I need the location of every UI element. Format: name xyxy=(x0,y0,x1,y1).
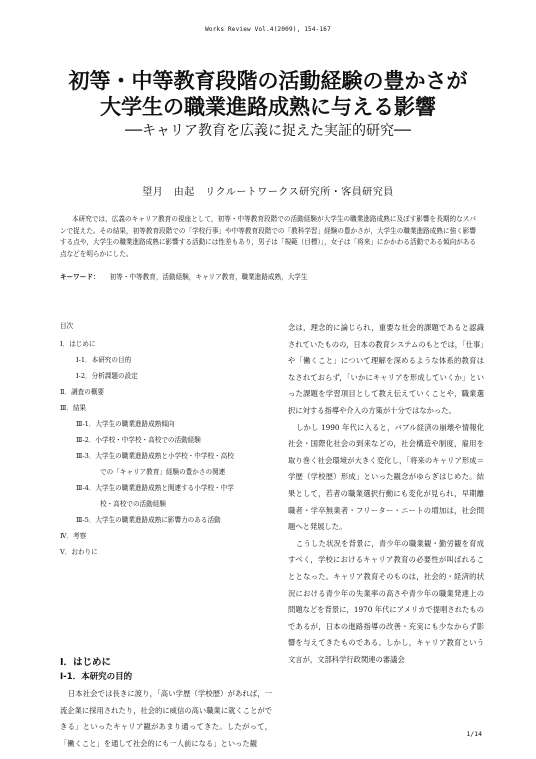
toc-item: Ⅳ．考察 xyxy=(60,532,87,540)
keywords-text: 初等・中等教育，活動経験，キャリア教育，職業進路成熟，大学生 xyxy=(109,273,308,281)
toc-item: での「キャリア教育」経験の豊かさの関連 xyxy=(100,468,226,476)
toc-item: Ⅰ-1．本研究の目的 xyxy=(76,356,132,364)
toc-item: Ⅲ-3．大学生の職業進路成熟と小学校・中学校・高校 xyxy=(76,452,234,460)
journal-header: Works Review Vol.4(2009), 154-167 xyxy=(205,26,331,33)
subsection-heading: Ⅰ-1．本研究の目的 xyxy=(60,672,133,682)
toc-item: 校・高校での活動経験 xyxy=(100,500,166,508)
toc-item: Ⅲ-2．小学校・中学校・高校での活動経験 xyxy=(76,436,201,444)
right-paragraph: 念は，理念的に論じられ，重要な社会的課題であると認識されていたものの，日本の教育システムのもとでは，「仕事」や「働くこと」について理解を深めるような体系的教育はなされておらず，「いかにキャリアを形成していくか」といった課題を学習項目として教え伝えていくことや，職業選択に対する指導や介入の方策が十分ではなかった。 xyxy=(288,323,484,415)
toc-item: Ⅲ-1．大学生の職業進路成熟傾向 xyxy=(76,420,175,428)
right-paragraph: こうした状況を背景に，青少年の職業観・勤労観を育成すべく，学校におけるキャリア教育の必要性が叫ばれることとなった。キャリア教育そのものは，社会的・経済的状況における青少年の失業率の高さや青少年の職業発達上の問題などを背景に，1970 年代にアメリカで提唱されたものであるが，日本の進路指導の改善・充実にも少なからず影響を与えてきたものである。しかし，キャリア教育という文言が，文部科学行政関連の審議会 xyxy=(288,538,484,664)
keywords-label: キーワード： xyxy=(60,273,100,281)
toc-item: Ⅱ．調査の概要 xyxy=(60,388,105,396)
toc-title: 目次 xyxy=(60,322,74,330)
left-paragraph: 日本社会では長きに渡り，「高い学歴（学校歴）があれば，一流企業に採用されたり，社会的に威信の高い職業に就くことができる」といったキャリア観があまり通ってきた。したがって，「働くこと」を通して社会的にも一人前になる」といった観 xyxy=(60,689,272,748)
toc-item: Ⅰ-2．分析課題の設定 xyxy=(76,372,138,380)
toc-item: Ⅴ．おわりに xyxy=(60,548,98,556)
left-column xyxy=(60,320,272,560)
keywords xyxy=(60,272,476,282)
toc-item: Ⅲ-5．大学生の職業進路成熟に影響力のある活動 xyxy=(76,516,221,524)
table-of-contents xyxy=(60,336,272,560)
paper-title xyxy=(30,68,506,120)
right-paragraph: しかし 1990 年代に入ると，バブル経済の崩壊や情報化社会・国際化社会の到来などの，社会構造や制度，雇用を取り巻く社会環境が大きく変化し，「将来のキャリア形成＝学歴（学校歴）形成」といった観念がゆらぎはじめた。結果として，若者の職業選択行動にも変化が見られ，早期離職者・学卒無業者・フリーター・ニートの増加は，社会問題へと発展した。 xyxy=(288,422,484,532)
left-body-text xyxy=(60,686,272,752)
title-line-1: 初等・中等教育段階の活動経験の豊かさが xyxy=(68,69,468,93)
section-heading: Ⅰ．はじめに xyxy=(60,657,112,668)
toc-item: Ⅲ-4．大学生の職業進路成熟と関連する小学校・中学 xyxy=(76,484,234,492)
right-column xyxy=(288,320,484,668)
title-line-2: 大学生の職業進路成熟に与える影響 xyxy=(100,95,436,119)
paper-subtitle: ──キャリア教育を広義に捉えた実証的研究── xyxy=(125,123,411,139)
abstract: 本研究では，広義のキャリア教育の視座として，初等・中等教育段階での活動経験が大学生の職業進路成熟に及ぼす影響を長期的なスパンで捉えた。その結果，初等教育段階での「学校行事」や中等教育段階での「教科学習」経験の豊かさが，大学生の職業進路成熟に強く影響する点や，大学生の職業進路成熟に影響する活動には性差もあり，男子は「規範（目標）」，女子は「将来」にかかわる活動である傾向がある点などを明らかにした。 xyxy=(60,215,476,258)
toc-item: Ⅲ．結果 xyxy=(60,404,87,412)
author-line: 望月 由起 リクルートワークス研究所・客員研究員 xyxy=(142,187,394,198)
page-number: 1/14 xyxy=(466,730,482,738)
toc-item: Ⅰ．はじめに xyxy=(60,340,96,348)
